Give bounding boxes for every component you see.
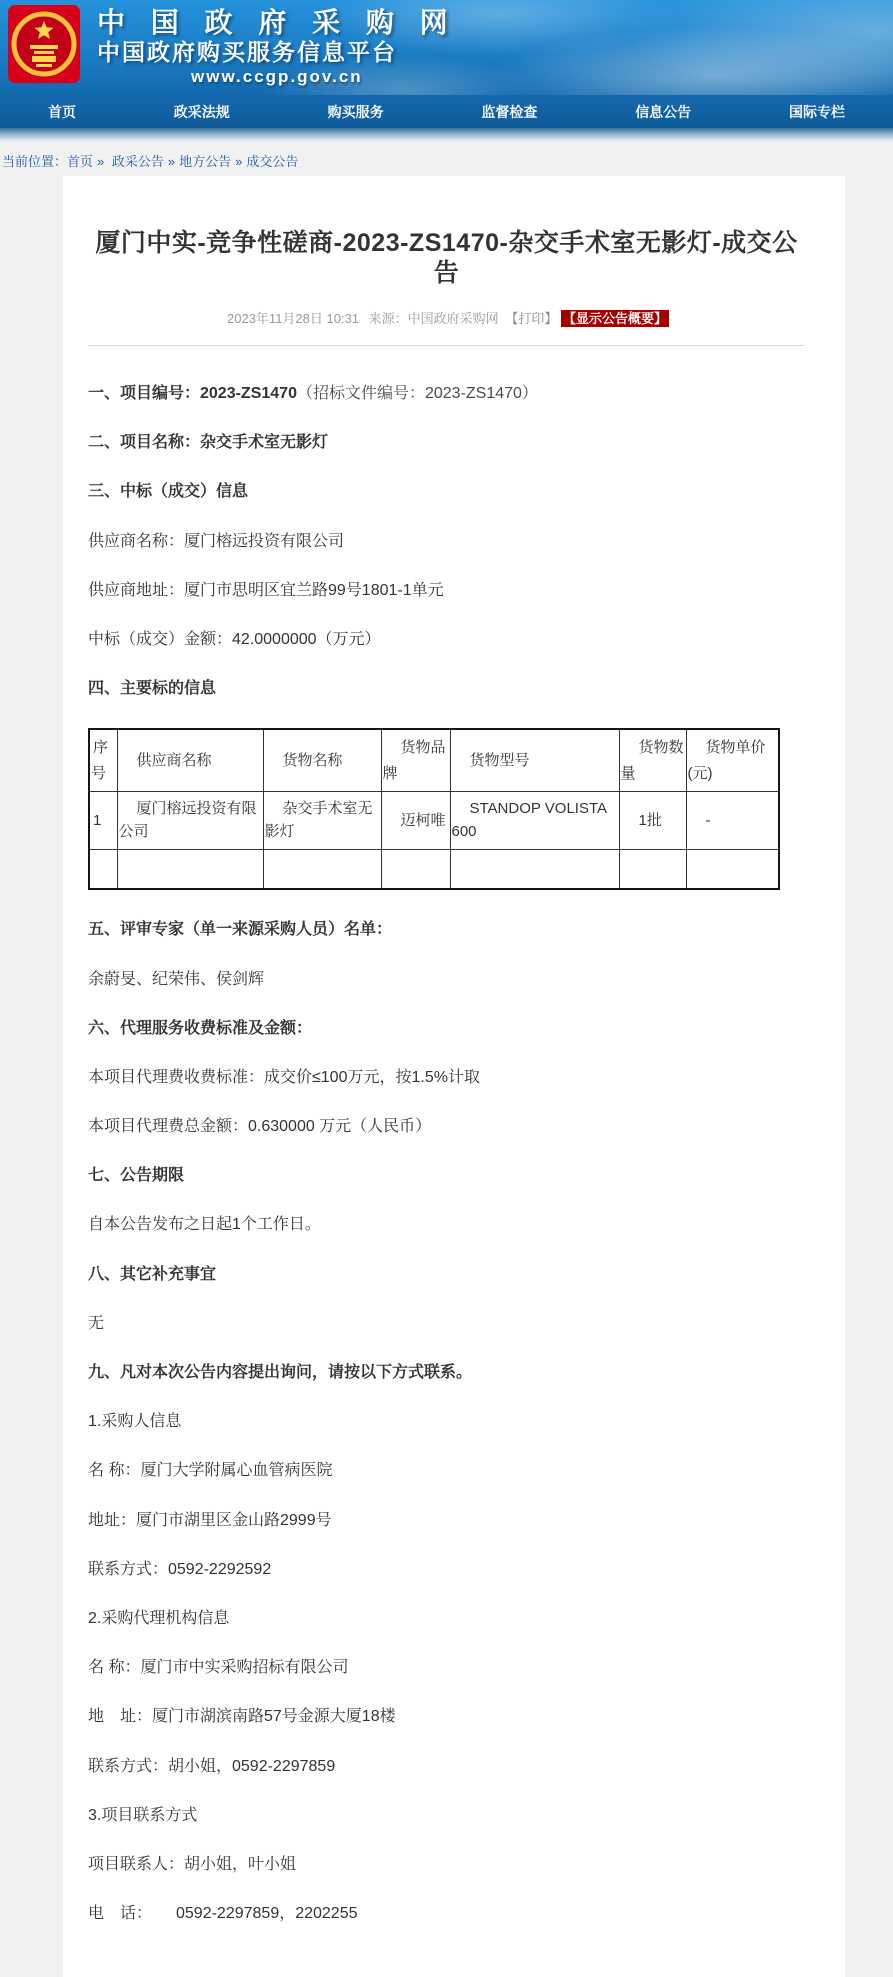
breadcrumb-separator: »	[235, 154, 243, 169]
meta-date: 2023年11月28日 10:31	[227, 311, 360, 326]
table-header-quantity: 货物数量	[619, 729, 686, 791]
section-3-heading: 三、中标（成交）信息	[88, 483, 249, 501]
table-header-model: 货物型号	[450, 729, 619, 791]
project-contacts: 项目联系人：胡小姐，叶小姐	[88, 1855, 297, 1873]
section-7-heading: 七、公告期限	[88, 1167, 185, 1185]
purchaser-info-label: 1.采购人信息	[88, 1413, 182, 1431]
print-button[interactable]: 【打印】	[505, 311, 558, 326]
article-meta	[88, 308, 805, 327]
breadcrumb-separator: »	[167, 154, 176, 169]
supplement-none: 无	[88, 1314, 105, 1332]
award-items-table	[88, 728, 780, 890]
agency-fee-standard: 本项目代理费收费标准：成交价≤100万元，按1.5%计取	[88, 1068, 480, 1086]
article-body	[88, 384, 805, 1923]
table-header-row	[89, 729, 779, 791]
site-header-banner	[0, 0, 893, 95]
breadcrumb-separator: »	[97, 154, 105, 169]
breadcrumb	[0, 143, 893, 176]
agency-address: 地 址：厦门市湖滨南路57号金源大厦18楼	[88, 1708, 396, 1726]
breadcrumb-link-gov-announcements[interactable]: 政采公告	[111, 154, 164, 169]
article-card	[63, 176, 845, 1977]
nav-bottom-gradient	[0, 128, 893, 143]
table-header-index: 序号	[89, 729, 117, 791]
table-empty-row	[89, 849, 779, 889]
nav-item-purchase-services[interactable]: 购买服务	[327, 103, 384, 120]
purchaser-address: 地址：厦门市湖里区金山路2999号	[88, 1511, 332, 1529]
agency-contact: 联系方式：胡小姐，0592-2297859	[88, 1757, 336, 1775]
cell-model: STANDOP VOLISTA 600	[450, 791, 619, 849]
cell-unit-price: -	[686, 791, 779, 849]
nav-item-announcements[interactable]: 信息公告	[635, 103, 692, 120]
table-header-unit-price: 货物单价(元)	[686, 729, 779, 791]
cell-brand: 迈柯唯	[381, 791, 450, 849]
section-2-heading: 二、项目名称：杂交手术室无影灯	[88, 434, 329, 452]
agency-name: 名 称：厦门市中实采购招标有限公司	[88, 1659, 349, 1677]
table-header-supplier: 供应商名称	[117, 729, 263, 791]
breadcrumb-label: 当前位置：	[2, 154, 68, 169]
cell-quantity: 1批	[619, 791, 686, 849]
breadcrumb-link-home[interactable]: 首页	[67, 154, 94, 169]
section-9-heading: 九、凡对本次公告内容提出询问，请按以下方式联系。	[88, 1364, 473, 1381]
meta-source: 来源：中国政府采购网	[368, 311, 499, 326]
award-amount: 中标（成交）金额：42.0000000（万元）	[88, 630, 381, 648]
project-number: 一、项目编号：2023-ZS1470	[88, 385, 297, 402]
project-phone: 电 话： 0592-2297859，2202255	[88, 1905, 358, 1923]
show-summary-badge-button[interactable]: 【显示公告概要】	[562, 311, 667, 326]
project-contact-label: 3.项目联系方式	[88, 1806, 198, 1824]
nav-item-supervision[interactable]: 监督检查	[481, 103, 538, 120]
cell-index: 1	[89, 791, 117, 849]
cell-empty	[89, 849, 117, 889]
notice-period: 自本公告发布之日起1个工作日。	[88, 1216, 321, 1234]
section-1-heading	[88, 384, 805, 403]
section-6-heading: 六、代理服务收费标准及金额：	[88, 1019, 313, 1037]
cell-empty	[117, 849, 263, 889]
agency-info-label: 2.采购代理机构信息	[88, 1609, 230, 1627]
site-title: 中 国 政 府 采 购 网	[97, 7, 457, 38]
cell-empty	[450, 849, 619, 889]
breadcrumb-link-local-announcements[interactable]: 地方公告	[179, 154, 232, 169]
supplier-address: 供应商地址：厦门市思明区宜兰路99号1801-1单元	[88, 581, 444, 599]
main-nav	[0, 95, 893, 128]
cell-empty	[619, 849, 686, 889]
national-emblem-icon	[8, 5, 80, 83]
cell-supplier: 厦门榕远投资有限公司	[117, 791, 263, 849]
site-subtitle: 中国政府购买服务信息平台	[97, 39, 397, 66]
nav-item-regulations[interactable]: 政采法规	[173, 103, 230, 120]
cell-empty	[263, 849, 381, 889]
table-header-goods-name: 货物名称	[263, 729, 381, 791]
section-5-heading: 五、评审专家（单一来源采购人员）名单：	[88, 921, 393, 939]
cell-goods-name: 杂交手术室无影灯	[263, 791, 381, 849]
nav-item-international[interactable]: 国际专栏	[788, 103, 845, 120]
purchaser-name: 名 称：厦门大学附属心血管病医院	[88, 1462, 333, 1480]
cell-empty	[686, 849, 779, 889]
breadcrumb-current: 成交公告	[246, 154, 299, 169]
site-url: www.ccgp.gov.cn	[191, 66, 363, 86]
expert-list: 余蔚旻、纪荣伟、侯剑辉	[88, 970, 265, 988]
page-title: 厦门中实-竞争性磋商-2023-ZS1470-杂交手术室无影灯-成交公告	[95, 229, 798, 287]
nav-item-home[interactable]: 首页	[48, 103, 76, 120]
table-header-brand: 货物品牌	[381, 729, 450, 791]
section-8-heading: 八、其它补充事宜	[88, 1265, 217, 1283]
table-row	[89, 791, 779, 849]
supplier-name: 供应商名称：厦门榕远投资有限公司	[88, 532, 345, 550]
meta-divider	[88, 345, 805, 346]
section-4-heading: 四、主要标的信息	[88, 680, 217, 698]
tender-doc-number: （招标文件编号：2023-ZS1470）	[296, 385, 538, 402]
cell-empty	[381, 849, 450, 889]
agency-fee-total: 本项目代理费总金额：0.630000 万元（人民币）	[88, 1118, 432, 1136]
purchaser-contact: 联系方式：0592-2292592	[88, 1560, 272, 1578]
